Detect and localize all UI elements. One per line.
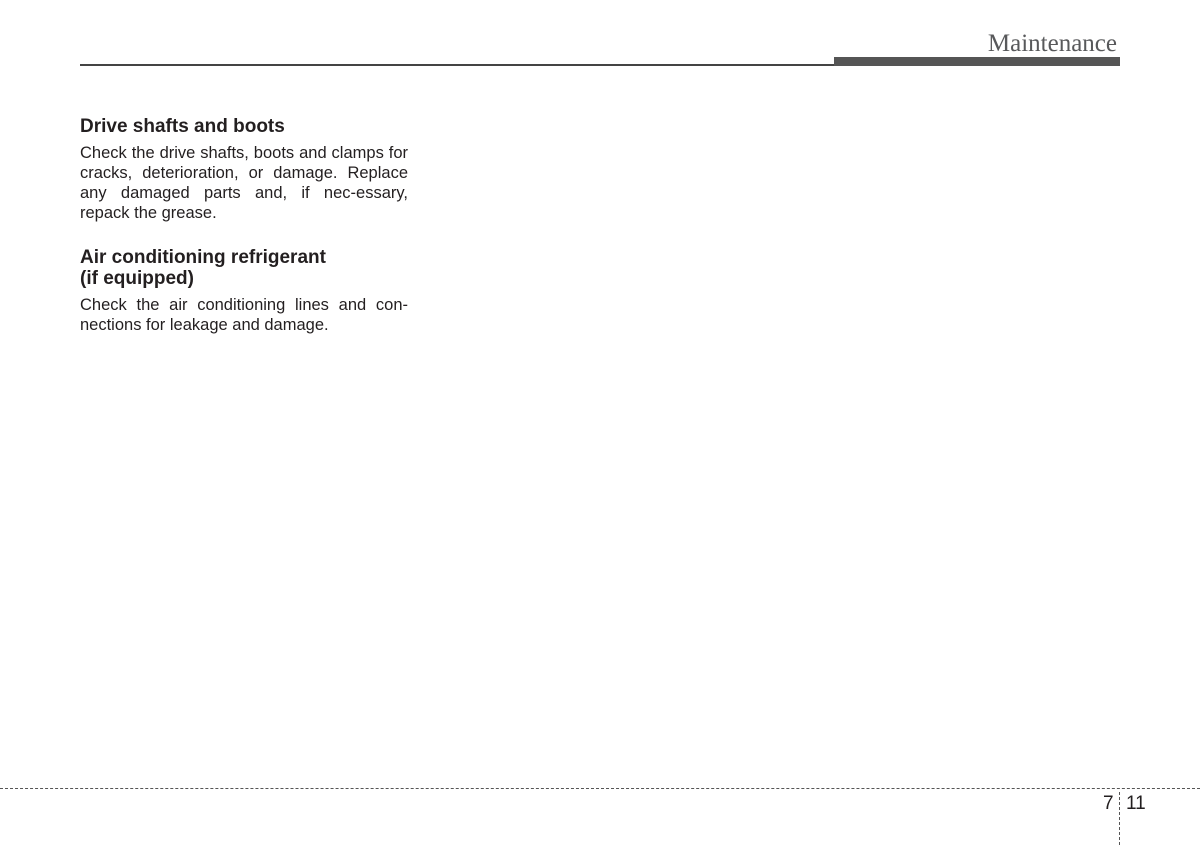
chapter-title: Maintenance (987, 30, 1117, 57)
section-heading-line: Air conditioning refrigerant (80, 247, 326, 268)
chapter-number: 7 (1103, 793, 1114, 814)
section-heading-line: Drive shafts and boots (80, 116, 285, 137)
footer-rule (0, 788, 1200, 789)
section-air-conditioning (80, 247, 408, 335)
section-body: Check the air conditioning lines and con-nections for leakage and damage. (80, 296, 408, 334)
header-accent-bar (834, 57, 1120, 66)
page-number-separator (1119, 792, 1120, 845)
section-body: Check the drive shafts, boots and clamps for cracks, deterioration, or damage. Replace any damaged parts and, if nec-essary, repack the grease. (80, 144, 408, 222)
page-content (80, 116, 408, 359)
header-rule (80, 64, 840, 66)
section-drive-shafts (80, 116, 408, 223)
section-heading-line: (if equipped) (80, 268, 194, 289)
section-heading (80, 247, 408, 289)
section-heading (80, 116, 408, 137)
page-number: 11 (1126, 793, 1146, 814)
